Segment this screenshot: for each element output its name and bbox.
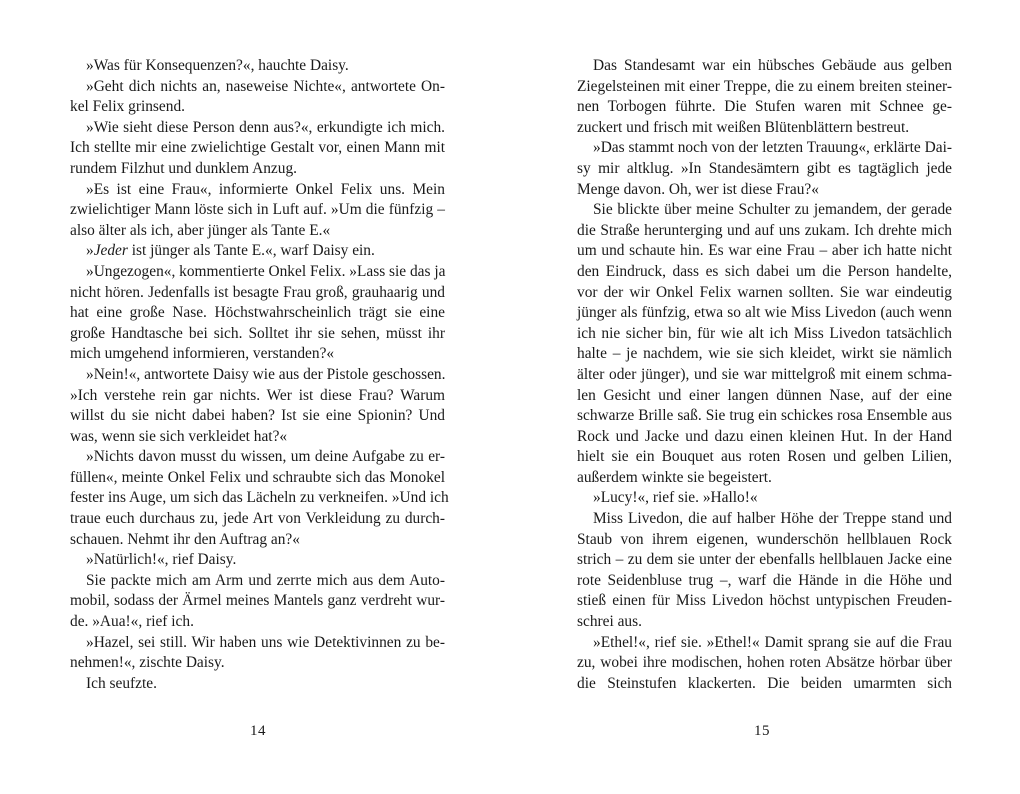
text-line: also älter als ich, aber jünger als Tante E.« (70, 221, 331, 239)
text-line: schwarze Brille saß. Sie trug ein schickes rosa Ensemble aus (577, 407, 952, 425)
text-line: rundem Filzhut und dunklem Anzug. (70, 159, 297, 177)
text-line: zu, wobei ihre modischen, hohen roten Absätze hörbar über (577, 654, 952, 672)
text-line (70, 241, 445, 262)
text-line: Sie packte mich am Arm und zerrte mich aus dem Auto- (86, 571, 445, 589)
right-page-text (577, 56, 952, 694)
text-line: Ziegelsteinen mit einer Treppe, die zu einem breiten steiner- (577, 77, 952, 95)
text-line: älter oder jünger), und sie war mittelgroß mit einem schma- (577, 365, 952, 383)
text-line: stieß einen für Miss Livedon höchst untypischen Freuden- (577, 592, 952, 610)
text-line: nehmen!«, zischte Daisy. (70, 654, 225, 672)
text-line: len Gesicht und einer langen dünnen Nase, auf der eine (577, 386, 952, 404)
text-line: Staub von ihrem eigenen, wunderschön hellblauen Rock (577, 530, 952, 548)
right-page (577, 56, 952, 694)
page-number-left: 14 (250, 723, 266, 739)
left-page-text (70, 56, 449, 694)
text-line: zwielichtiger Mann löste sich in Luft auf. »Um die fünfzig – (70, 201, 445, 219)
text-line: den Eindruck, dass es sich dabei um die Person handelte, (577, 262, 952, 280)
text-line: die Steinstufen klackerten. Die beiden umarmten sich (577, 674, 952, 692)
line-rest: ist jünger als Tante E.«, warf Daisy ein. (127, 242, 375, 260)
text-line: kel Felix grinsend. (70, 98, 185, 116)
text-line: schrei aus. (577, 613, 642, 631)
text-line: strich – zu dem sie unter der ebenfalls hellblauen Jacke eine (577, 551, 952, 569)
left-page (70, 56, 449, 694)
quote-mark: » (86, 242, 94, 260)
text-line: rote Seidenbluse trug –, warf die Hände in die Höhe und (577, 571, 952, 589)
text-line: de. »Aua!«, rief ich. (70, 613, 194, 631)
text-line: willst du sie nicht dabei haben? Ist sie eine Spionin? Und (70, 407, 445, 425)
text-line: »Ungezogen«, kommentierte Onkel Felix. »Lass sie das ja (86, 262, 446, 280)
text-line: Ich seufzte. (86, 674, 157, 692)
text-line: »Nichts davon musst du wissen, um deine Aufgabe zu er- (86, 448, 445, 466)
text-line: »Geht dich nichts an, naseweise Nichte«, antwortete On- (86, 77, 445, 95)
text-line: »Das stammt noch von der letzten Trauung«, erklärte Dai- (593, 139, 952, 157)
text-line: »Was für Konsequenzen?«, hauchte Daisy. (86, 57, 349, 74)
text-line: vor der wir Onkel Felix warnen sollten. Sie war eindeutig (577, 283, 952, 301)
page-number-right: 15 (754, 723, 770, 739)
text-line: um und schaute hin. Es war eine Frau – aber ich hatte nicht (577, 242, 952, 260)
text-line: hielt sie ein Bouquet aus roten Rosen und gelben Lilien, (577, 448, 952, 466)
text-line: nicht hören. Jedenfalls ist besagte Frau groß, grauhaarig und (70, 283, 445, 301)
text-line: große Handtasche bei sich. Solltet ihr sie sehen, müsst ihr (70, 324, 445, 342)
text-line: jünger als fünfzig, etwa so alt wie Miss Livedon (auch wenn (577, 304, 952, 322)
text-line: Sie blickte über meine Schulter zu jemandem, der gerade (593, 201, 952, 219)
text-line: die Straße herunterging und auf uns zukam. Ich drehte mich (577, 221, 952, 239)
text-line: Menge davon. Oh, wer ist diese Frau?« (577, 180, 819, 198)
text-line: mich umgehend informieren, verstanden?« (70, 345, 335, 363)
text-line: außerdem winkte sie begeistert. (577, 468, 772, 486)
text-line: Das Standesamt war ein hübsches Gebäude aus gelben (593, 57, 952, 74)
text-line: schauen. Nehmt ihr den Auftrag an?« (70, 530, 300, 548)
text-line: halte – je nachdem, wie sie sich kleidet, wirkt sie nämlich (577, 345, 952, 363)
text-line: Rock und Jacke und dazu einen kleinen Hut. In der Hand (577, 427, 952, 445)
text-line: »Nein!«, antwortete Daisy wie aus der Pistole geschossen. (86, 365, 446, 383)
text-line: »Ich verstehe rein gar nichts. Wer ist diese Frau? Warum (70, 386, 445, 404)
text-line: nen Torbogen führte. Die Stufen waren mit Schnee ge- (577, 98, 952, 116)
text-line: »Lucy!«, rief sie. »Hallo!« (593, 489, 758, 507)
text-line: was, wenn sie sich verkleidet hat?« (70, 427, 288, 445)
text-line: füllen«, meinte Onkel Felix und schraubte sich das Monokel (70, 468, 445, 486)
text-line: »Hazel, sei still. Wir haben uns wie Detektivinnen zu be- (86, 633, 445, 651)
emphasis-text: Jeder (93, 242, 128, 260)
text-line: Ich stellte mir eine zwielichtige Gestalt vor, einen Mann mit (70, 139, 445, 157)
text-line: hat eine große Nase. Höchstwahrscheinlich trägt sie eine (70, 304, 445, 322)
text-line: »Natürlich!«, rief Daisy. (86, 551, 237, 569)
text-line: zuckert und frisch mit weißen Blütenblättern bestreut. (577, 118, 910, 136)
text-line: mobil, sodass der Ärmel meines Mantels ganz verdreht wur- (70, 592, 445, 610)
text-line: traue euch durchaus zu, jede Art von Verkleidung zu durch- (70, 510, 445, 528)
text-line: sy mir altklug. »In Standesämtern gibt es tagtäglich jede (577, 159, 952, 177)
text-line: »Wie sieht diese Person denn aus?«, erkundigte ich mich. (86, 118, 445, 136)
text-line: »Es ist eine Frau«, informierte Onkel Felix uns. Mein (86, 180, 445, 198)
text-line: Miss Livedon, die auf halber Höhe der Treppe stand und (593, 510, 952, 528)
text-line: ich nie sicher bin, für wie alt ich Miss Livedon tatsächlich (577, 324, 952, 342)
text-line: fester ins Auge, um sich das Lächeln zu verkneifen. »Und ich (70, 489, 449, 507)
text-line: »Ethel!«, rief sie. »Ethel!« Damit sprang sie auf die Frau (593, 633, 952, 651)
